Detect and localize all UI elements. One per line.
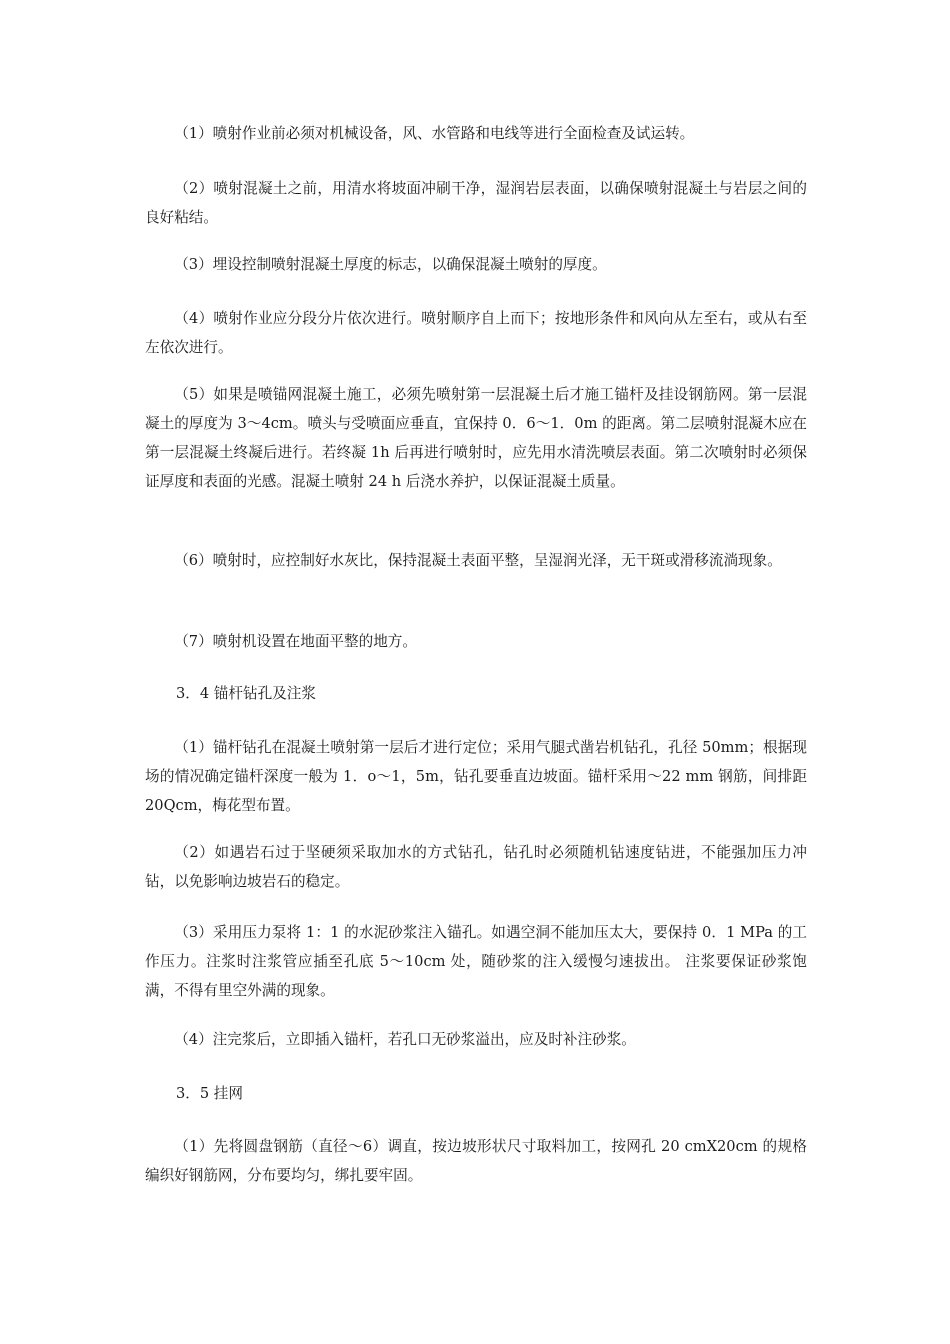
paragraph-spray-3: （3）埋设控制喷射混凝土厚度的标志，以确保混凝土喷射的厚度。 [174,256,607,273]
section-heading-3-5: 3．5 挂网 [176,1085,243,1102]
paragraph-spray-5: （5）如果是喷锚网混凝土施工，必须先喷射第一层混凝土后才施工锚杆及挂设钢筋网。第一层混凝土的厚度为 3～4cm。喷头与受喷面应垂直，宜保持 0．6～1．0m 的距离。第二层喷射混凝木应在第一层混凝土终凝后进行。若终凝 1h 后再进行喷射时，应先用水清洗喷层表面。第二次喷射时必须保证厚度和表面的光感。混凝土喷射 24 h 后浇水养护，以保证混凝土质量。 [145,386,807,490]
paragraph-anchor-2: （2）如遇岩石过于坚硬须采取加水的方式钻孔，钻孔时必须随机钻速度钻进，不能强加压力冲钻，以免影响边坡岩石的稳定。 [145,844,807,890]
paragraph-anchor-4: （4）注完浆后，立即插入锚杆，若孔口无砂浆溢出，应及时补注砂浆。 [174,1031,636,1048]
paragraph-spray-6: （6）喷射时，应控制好水灰比，保持混凝土表面平整，呈湿润光泽，无干斑或滑移流淌现象。 [174,552,782,569]
paragraph-mesh-1: （1）先将圆盘钢筋（直径～6）调直，按边坡形状尺寸取料加工，按网孔 20 cmX20cm 的规格编织好钢筋网，分布要均匀，绑扎要牢固。 [145,1138,807,1184]
paragraph-anchor-1: （1）锚杆钻孔在混凝土喷射第一层后才进行定位；采用气腿式凿岩机钻孔，孔径 50mm；根据现场的情况确定锚杆深度一般为 1．o～1，5m，钻孔要垂直边坡面。锚杆采用～22 mm 钢筋，间排距 20Qcm，梅花型布置。 [145,739,807,814]
paragraph-anchor-3: （3）采用压力泵将 1：1 的水泥砂浆注入锚孔。如遇空洞不能加压太大，要保持 0．1 MPa 的工作压力。注浆时注浆管应插至孔底 5～10cm 处，随砂浆的注入缓慢匀速拔出。 注浆要保证砂浆饱满，不得有里空外满的现象。 [145,924,807,999]
paragraph-spray-4: （4）喷射作业应分段分片依次进行。喷射顺序自上而下；按地形条件和风向从左至右，或从右至左依次进行。 [145,310,807,356]
paragraph-spray-2: （2）喷射混凝土之前，用清水将坡面冲刷干净，湿润岩层表面，以确保喷射混凝土与岩层之间的良好粘结。 [145,180,807,226]
paragraph-spray-7: （7）喷射机设置在地面平整的地方。 [174,633,417,650]
section-heading-3-4: 3．4 锚杆钻孔及注浆 [176,685,316,702]
paragraph-spray-1: （1）喷射作业前必须对机械设备，风、水管路和电线等进行全面检查及试运转。 [174,125,695,142]
